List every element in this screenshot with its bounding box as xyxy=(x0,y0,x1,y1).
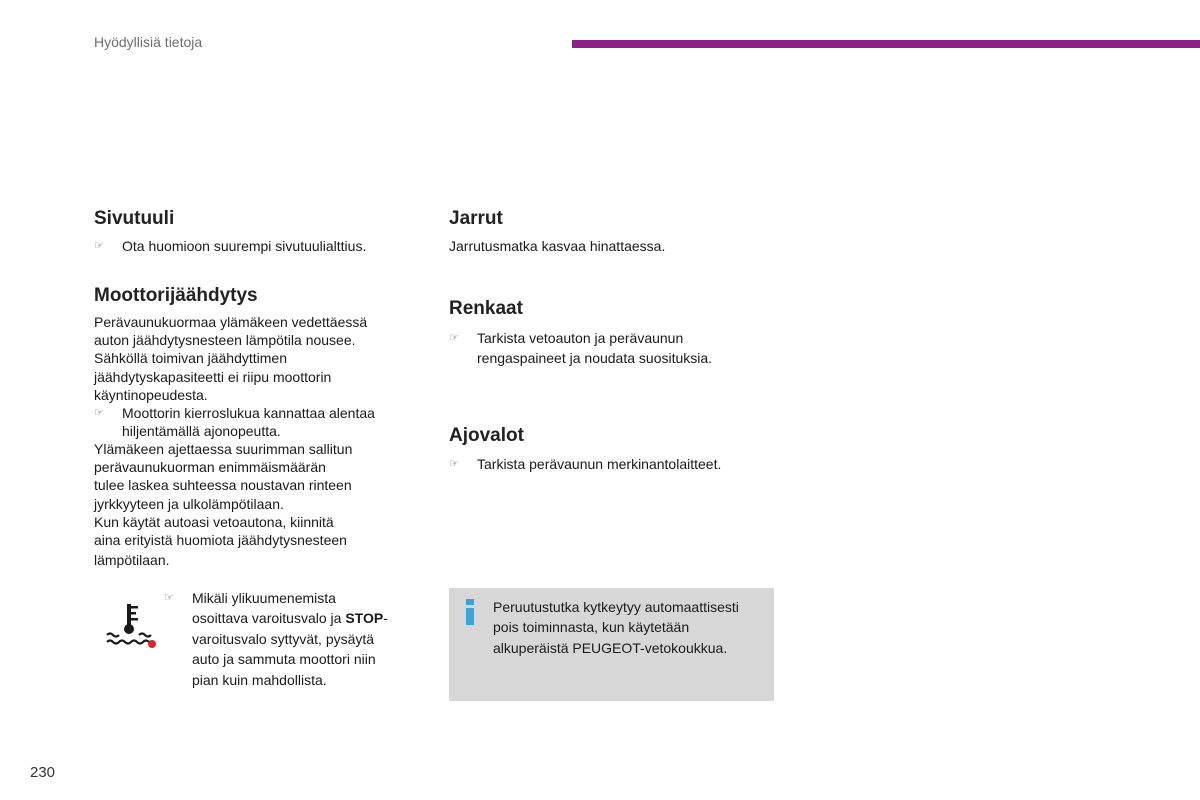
info-text xyxy=(493,597,768,658)
text-line: rengaspaineet ja noudata suosituksia. xyxy=(477,350,713,366)
bullet-pointer-icon: ☞ xyxy=(449,331,459,344)
info-box xyxy=(449,588,774,701)
text-line: lämpötilaan. xyxy=(94,552,170,569)
text-line: varoitusvalo syttyvät, pysäytä xyxy=(192,630,375,647)
heading-jarrut: Jarrut xyxy=(449,208,503,229)
bullet-pointer-icon: ☞ xyxy=(94,239,104,252)
warning-overheating xyxy=(164,588,452,690)
text-line: auton jäähdytysnesteen lämpötila nousee. xyxy=(94,332,356,349)
bullet-pointer-icon: ☞ xyxy=(449,457,459,470)
text-line: Tarkista vetoauton ja perävaunun xyxy=(477,330,684,346)
text-line: perävaunukuorman enimmäismäärän xyxy=(94,459,326,476)
text-line: Mikäli ylikuumenemista xyxy=(192,590,336,606)
bullet-rpm xyxy=(94,404,452,440)
text-line: Sähköllä toimivan jäähdyttimen xyxy=(94,350,287,367)
text-line: pois toiminnasta, kun käytetään xyxy=(493,619,690,636)
text-line: Peruutustutka kytkeytyy automaattisesti xyxy=(493,599,739,615)
heading-sivutuuli: Sivutuuli xyxy=(94,208,175,229)
text-fragment: osoittava varoitusvalo ja xyxy=(192,610,346,627)
text-line: Ylämäkeen ajettaessa suurimman sallitun xyxy=(94,441,353,457)
text-line: auto ja sammuta moottori niin xyxy=(192,651,376,668)
bullet-pointer-icon: ☞ xyxy=(94,406,104,419)
text-line xyxy=(192,608,452,628)
paragraph-cooling-1 xyxy=(94,313,424,404)
text-line: tulee laskea suhteessa noustavan rinteen xyxy=(94,477,352,494)
text-line: aina erityistä huomiota jäähdytysnesteen xyxy=(94,532,347,549)
bullet-pointer-icon: ☞ xyxy=(164,591,174,604)
paragraph-jarrut: Jarrutusmatka kasvaa hinattaessa. xyxy=(449,238,666,254)
heading-ajovalot: Ajovalot xyxy=(449,425,524,446)
heading-moottorijaahdytys: Moottorijäähdytys xyxy=(94,285,258,306)
bullet-sivutuuli xyxy=(94,237,452,255)
text-line: hiljentämällä ajonopeutta. xyxy=(122,423,281,440)
section-header-label: Hyödyllisiä tietoja xyxy=(94,34,203,50)
text-line: Kun käytät autoasi vetoautona, kiinnitä xyxy=(94,513,334,530)
paragraph-cooling-2 xyxy=(94,440,424,569)
page-number: 230 xyxy=(30,764,56,781)
coolant-temperature-warning-icon xyxy=(101,602,159,650)
bullet-text: Tarkista perävaunun merkinantolaitteet. xyxy=(477,456,722,472)
text-line: Moottorin kierroslukua kannattaa alentaa xyxy=(122,405,375,421)
text-line: Perävaunukuormaa ylämäkeen vedettäessä xyxy=(94,314,368,330)
heading-renkaat: Renkaat xyxy=(449,298,523,319)
text-line: käyntinopeudesta. xyxy=(94,386,208,403)
header-accent-bar xyxy=(572,40,1200,48)
bullet-ajovalot xyxy=(449,455,817,473)
info-icon xyxy=(463,598,477,626)
bullet-text: Ota huomioon suurempi sivutuulialttius. xyxy=(122,238,367,254)
text-line: alkuperäistä PEUGEOT-vetokoukkua. xyxy=(493,639,728,656)
text-line: jäähdytyskapasiteetti ei riipu moottorin xyxy=(94,368,332,385)
text-line: jyrkkyyteen ja ulkolämpötilaan. xyxy=(94,495,284,512)
stop-label: STOP xyxy=(345,610,384,627)
text-fragment: - xyxy=(383,610,388,627)
bullet-renkaat xyxy=(449,328,817,368)
text-line: pian kuin mahdollista. xyxy=(192,671,327,688)
